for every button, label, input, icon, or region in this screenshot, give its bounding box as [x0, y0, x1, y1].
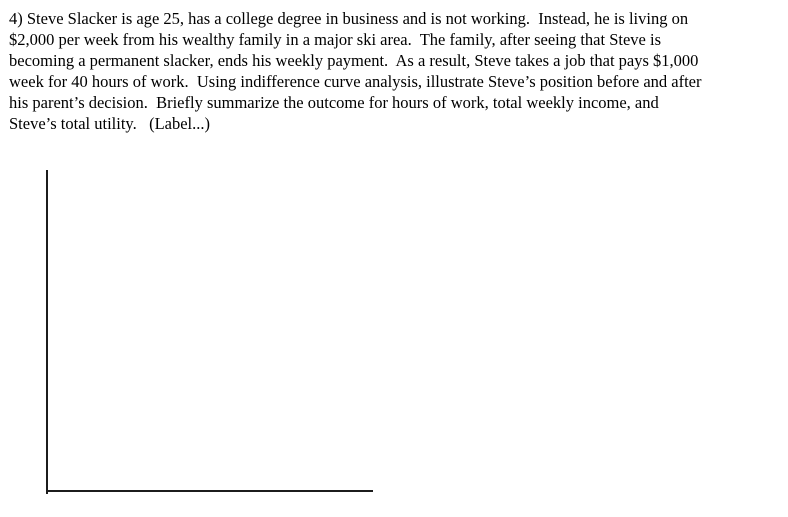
question-line: 4) Steve Slacker is age 25, has a college degree in business and is not working. Instead, he is living on [9, 9, 689, 28]
x-axis-line [46, 490, 373, 492]
question-text [9, 8, 781, 134]
question-line: Steve’s total utility. (Label...) [9, 114, 211, 133]
y-axis-line [46, 170, 48, 494]
question-line: week for 40 hours of work. Using indifference curve analysis, illustrate Steve’s position before and after [9, 72, 702, 91]
question-line: $2,000 per week from his wealthy family in a major ski area. The family, after seeing that Steve is [9, 30, 662, 49]
question-line: becoming a permanent slacker, ends his weekly payment. As a result, Steve takes a job that pays $1,000 [9, 51, 699, 70]
question-line: his parent’s decision. Briefly summarize the outcome for hours of work, total weekly income, and [9, 93, 659, 112]
